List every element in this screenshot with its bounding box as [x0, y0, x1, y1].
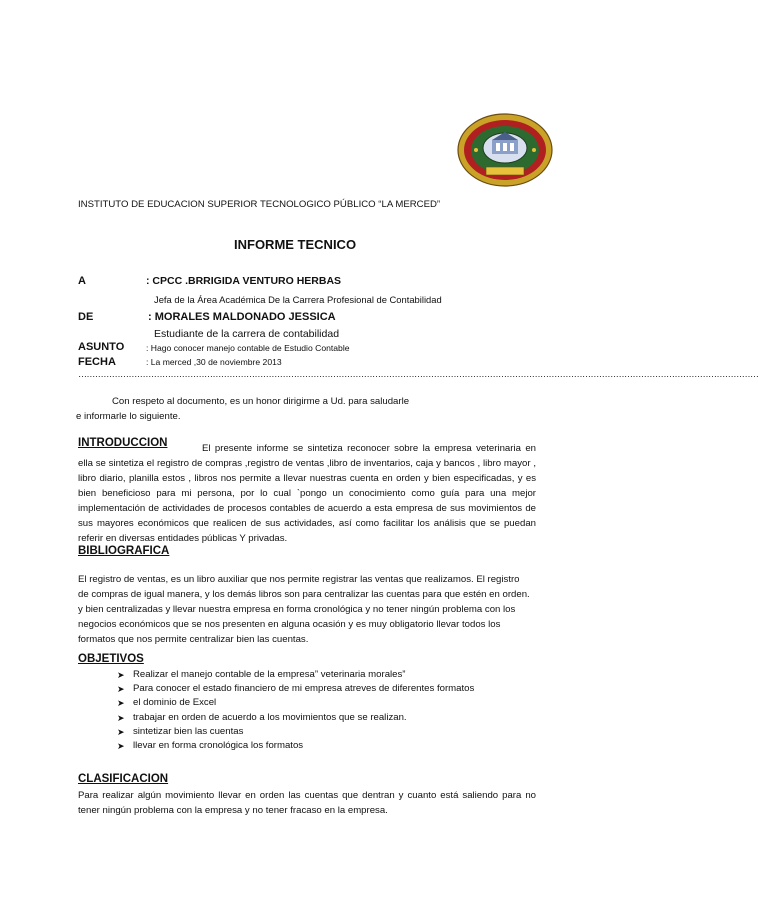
memo-de-value: : MORALES MALDONADO JESSICA — [148, 311, 336, 323]
list-item-text: el dominio de Excel — [133, 697, 217, 709]
list-item-text: Realizar el manejo contable de la empresa” veterinaria morales” — [133, 669, 406, 680]
memo-a-label: A — [78, 275, 86, 287]
list-item — [117, 682, 537, 696]
list-item — [117, 725, 537, 739]
page-title: INFORME TECNICO — [234, 237, 357, 252]
memo-asunto-label: ASUNTO — [78, 341, 125, 353]
arrow-bullet-icon: ➤ — [117, 670, 125, 680]
bibliografica-text-2: y bien centralizadas y llevar nuestra empresa en forma cronológica y no tener ningún problema con los negocios económicos que se nos presenten en alguna ocasión y es muy obligatorio llevar todos los formatos que nos permite centralizar bien las cuentas. — [78, 604, 516, 645]
arrow-bullet-icon: ➤ — [117, 741, 125, 752]
objetivos-heading: OBJETIVOS — [78, 653, 144, 665]
institute-name: INSTITUTO DE EDUCACION SUPERIOR TECNOLOGICO PÚBLICO “LA MERCED” — [78, 199, 441, 210]
memo-asunto-value: : Hago conocer manejo contable de Estudio Contable — [146, 343, 350, 353]
arrow-bullet-icon: ➤ — [117, 726, 125, 737]
arrow-bullet-icon: ➤ — [117, 698, 125, 709]
greeting-line-2: e informarle lo siguiente. — [76, 411, 181, 422]
list-item-text: Para conocer el estado financiero de mi empresa atreves de diferentes formatos — [133, 683, 475, 695]
arrow-bullet-icon: ➤ — [117, 712, 125, 723]
separator-line: ……………………………………………………………………………………………………………………………………………………………………………………………………………………… — [78, 369, 758, 379]
memo-de-role: Estudiante de la carrera de contabilidad — [154, 328, 340, 340]
list-item — [117, 711, 537, 725]
memo-a-role: Jefa de la Área Académica De la Carrera Profesional de Contabilidad — [154, 294, 442, 305]
list-item — [117, 668, 537, 682]
institute-logo — [456, 112, 554, 190]
memo-de-label: DE — [78, 311, 94, 323]
bibliografica-text-1: El registro de ventas, es un libro auxiliar que nos permite registrar las ventas que realizamos. El registro de compras de igual manera, y los demás libros son para centralizar las cuentas para que estén en orden. — [78, 574, 530, 600]
objetivos-list — [117, 668, 537, 753]
clasificacion-text: Para realizar algún movimiento llevar en orden las cuentas que dentran y cuanto está saliendo para no tener ningún problema con la empresa y no tener fracaso en la empresa. — [78, 790, 536, 816]
list-item-text: trabajar en orden de acuerdo a los movimientos que se realizan. — [133, 711, 407, 723]
intro-heading: INTRODUCCION — [78, 437, 168, 449]
memo-fecha-value: : La merced ,30 de noviembre 2013 — [146, 357, 282, 367]
list-item-text: sintetizar bien las cuentas — [133, 725, 244, 737]
memo-a-value: : CPCC .BRRIGIDA VENTURO HERBAS — [146, 275, 342, 287]
bibliografica-heading: BIBLIOGRAFICA — [78, 545, 170, 557]
arrow-bullet-icon: ➤ — [117, 684, 125, 695]
clasificacion-heading: CLASIFICACION — [78, 773, 169, 785]
list-item — [117, 696, 537, 710]
greeting-line-1: Con respeto al documento, es un honor dirigirme a Ud. para saludarle — [112, 396, 410, 407]
intro-text: El presente informe se sintetiza reconocer sobre la empresa veterinaria en ella se sintetiza el registro de compras ,registro de ventas ,libro de inventarios, caja y bancos , libro mayor , libro diario, planilla estos , libros nos permite a llevar nuestras cuenta en orden y bien especificadas, y es bien beneficioso para mi persona, por lo cual `pongo un conocimiento como guía para una mejor implementación de actividades de procesos contables de acuerdo a esta empresa de sus movimientos de sus mayores económicos que realicen de sus actividades, así como facilitar los análisis que se puedan referir en diversas entidades públicas Y privadas. — [78, 443, 536, 544]
institute-seal-icon — [456, 112, 554, 190]
list-item — [117, 739, 537, 753]
memo-fecha-label: FECHA — [78, 356, 116, 368]
list-item-text: llevar en forma cronológica los formatos — [133, 740, 304, 752]
